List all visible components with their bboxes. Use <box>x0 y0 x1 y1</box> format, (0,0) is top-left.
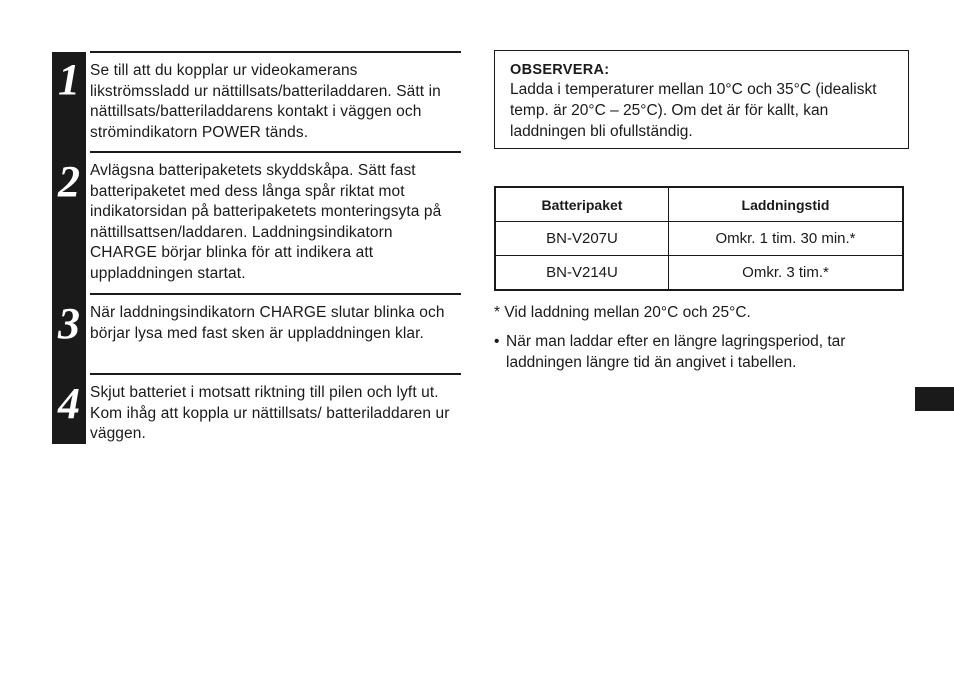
step-1-number: 1 <box>58 55 80 104</box>
step-4-text: Skjut batteriet i motsatt riktning till pilen och lyft ut. Kom ihåg att koppla ur nättillsats/ batteriladdaren ur väggen. <box>90 373 461 445</box>
step-2-text: Avlägsna batteripaketets skyddskåpa. Sätt fast batteripaketet med dess långa spår riktat mot indikatorsidan på batteripaketets monteringsyta på nättillsattsen/laddaren. Laddningsindikatorn CHARGE börjar blinka för att indikera att uppladdningen startat. <box>90 151 461 284</box>
note-box <box>494 50 909 149</box>
charging-time-table <box>494 186 904 291</box>
table-cell-time: Omkr. 1 tim. 30 min.* <box>669 222 904 256</box>
section-side-tab <box>915 387 954 411</box>
table-header-time: Laddningstid <box>669 187 904 222</box>
bullet-mark: • <box>494 333 500 350</box>
step-3-number: 3 <box>58 299 80 348</box>
step-3-text: När laddningsindikatorn CHARGE slutar blinka och börjar lysa med fast sken är uppladdningen klar. <box>90 293 461 344</box>
note-text: Ladda i temperaturer mellan 10°C och 35°C (idealiskt temp. är 20°C – 25°C). Om det är för kallt, kan laddningen bli ofullständig. <box>510 81 877 140</box>
footnote: * Vid laddning mellan 20°C och 25°C. <box>494 304 751 321</box>
bullet-note <box>494 331 904 373</box>
step-1-text: Se till att du kopplar ur videokamerans likströmssladd ur nättillsats/batteriladdaren. Sätt in nättillsats/batteriladdarens kontakt i väggen och strömindikatorn POWER tänds. <box>90 51 461 143</box>
bullet-text: När man laddar efter en längre lagringsperiod, tar laddningen längre tid än angivet i tabellen. <box>506 333 846 371</box>
step-4-number: 4 <box>58 379 80 428</box>
table-header-battery: Batteripaket <box>495 187 669 222</box>
table-cell-time: Omkr. 3 tim.* <box>669 256 904 291</box>
note-title: OBSERVERA: <box>510 62 610 78</box>
table-cell-battery: BN-V214U <box>495 256 669 291</box>
table-row <box>495 222 903 256</box>
table-header-row <box>495 187 903 222</box>
table-row <box>495 256 903 291</box>
step-2-number: 2 <box>58 157 80 206</box>
table-cell-battery: BN-V207U <box>495 222 669 256</box>
